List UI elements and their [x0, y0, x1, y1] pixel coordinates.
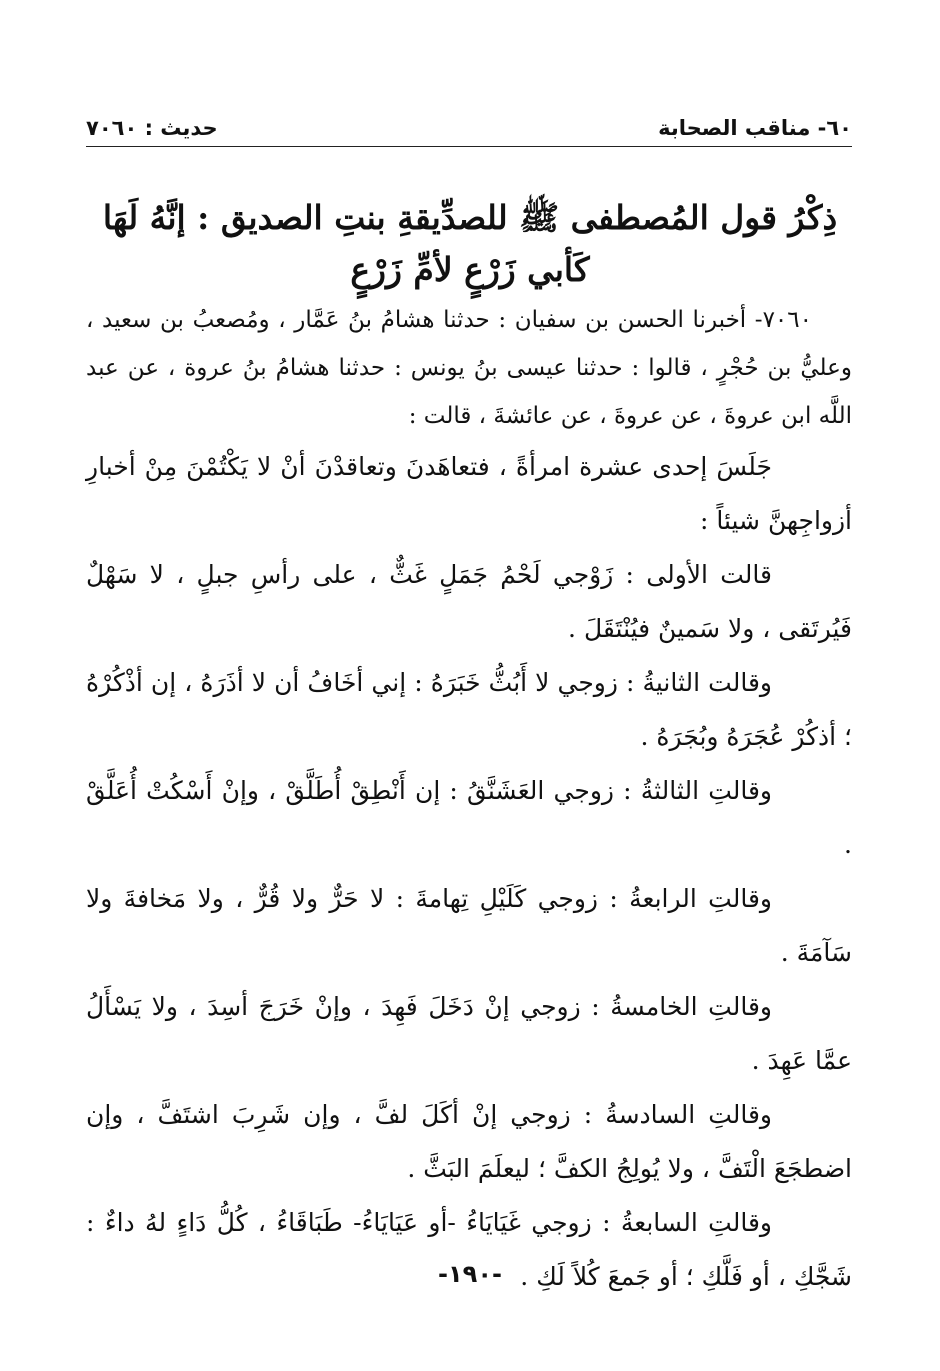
page-number: -١٩٠-: [438, 1260, 502, 1288]
paragraph-fifth-woman: وقالتِ الخامسةُ : زوجي إنْ دَخَلَ فَهِدَ ، وإنْ خَرَجَ أسِدَ ، ولا يَسْأَلُ عمَّا عَهِدَ .: [86, 992, 852, 1075]
paragraph-third-woman: وقالتِ الثالثةُ : زوجي العَشَنَّقُ : إن أَنْطِقْ أُطَلَّقْ ، وإنْ أَسْكُتْ أُعَلَّقْ .: [86, 776, 852, 859]
isnad-paragraph: ٧٠٦٠- أخبرنا الحسن بن سفيان : حدثنا هشامُ بنُ عَمَّار ، ومُصعبُ بن سعيد ، وعليُّ بن حُجْرٍ ، قالوا : حدثنا عيسى بنُ يونس : حدثنا هشامُ بنُ عروة ، عن عبد اللَّه ابن عروةَ ، عن عروةَ ، عن عائشةَ ، قالت :: [86, 307, 852, 429]
paragraph-fourth-woman: وقالتِ الرابعةُ : زوجي كَلَيْلِ تِهامةَ : لا حَرٌّ ولا قُرٌّ ، ولا مَخافةَ ولا سَآمَةَ .: [86, 884, 852, 967]
paragraph-second-woman: وقالت الثانيةُ : زوجي لا أَبُثُّ خَبَرَهُ : إني أخَافُ أن لا أذَرَهُ ، إن أذْكُرْهُ ؛ أذكُرْ عُجَرَهُ وبُجَرَهُ .: [86, 668, 852, 751]
paragraph-seventh-woman: وقالتِ السابعةُ : زوجي غَيَايَاءُ -أو عَيَايَاءُ- طَبَاقَاءُ ، كُلُّ دَاءٍ لهُ داءٌ : شَجَّكِ ، أو فَلَّكِ ؛ أو جَمعَ كُلاً لَكِ .: [86, 1208, 852, 1291]
paragraph-sixth-woman: وقالتِ السادسةُ : زوجي إنْ أكَلَ لفَّ ، وإن شَرِبَ اشتَفَّ ، وإن اضطجَعَ الْتَفَّ ، ولا يُولِجُ الكفَّ ؛ ليعلَمَ البَثَّ .: [86, 1100, 852, 1183]
hadith-reference: حديث : ٧٠٦٠: [86, 116, 218, 140]
chapter-title: ٦٠- مناقب الصحابة: [658, 116, 852, 140]
paragraph-first-woman: قالت الأولى : زَوْجي لَحْمُ جَمَلٍ غَثٌّ ، على رأسِ جبلٍ ، لا سَهْلٌ فَيُرتَقى ، ولا سَمينٌ فيُنْتَقَلَ .: [86, 560, 852, 643]
section-title: [90, 192, 850, 296]
paragraph-intro: جَلَسَ إحدى عشرة امرأةً ، فتعاهَدنَ وتعاقدْنَ أنْ لا يَكْتُمْنَ مِنْ أخبارِ أزواجِهنَّ شيئاً :: [86, 452, 852, 535]
page-header: [86, 108, 852, 147]
section-title-line-2: كَأبي زَرْعٍ لأمِّ زَرْعٍ: [350, 250, 590, 289]
section-title-line-1: ذِكْرُ قول المُصطفى ﷺ للصدِّيقةِ بنتِ الصديق : إنَّهُ لَهَا: [102, 198, 838, 237]
body-text: [86, 296, 852, 1304]
